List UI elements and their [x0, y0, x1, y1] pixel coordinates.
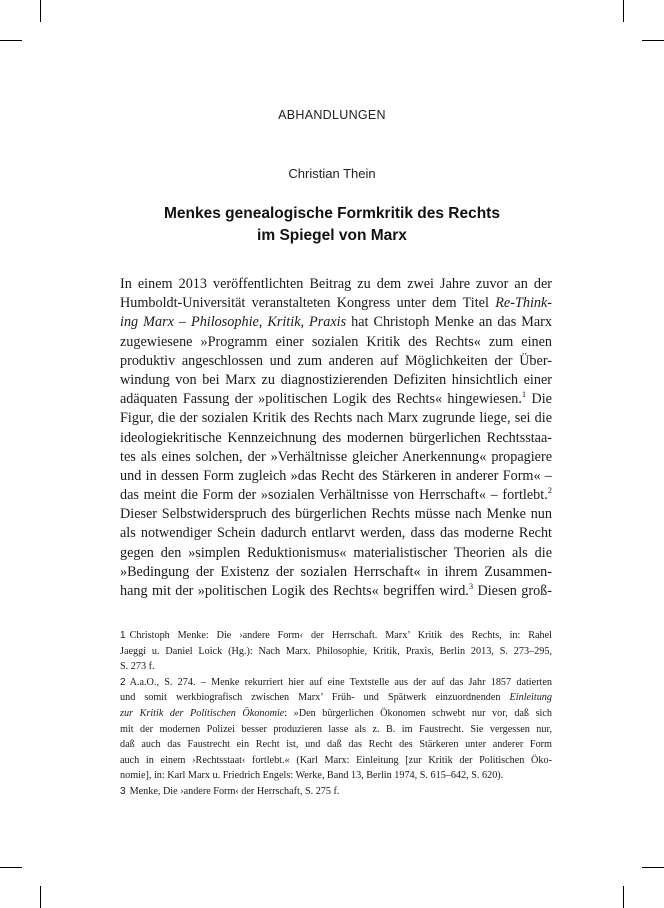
article-title: [0, 203, 664, 247]
body-line: gegen den »simplen Reduktionismus« materialistischer Theorien als die: [120, 544, 552, 561]
title-line: im Spiegel von Marx: [257, 227, 407, 244]
footnotes: [120, 628, 552, 800]
footnote-line: daß auch das Faustrecht ein Recht ist, und daß das Recht des Stärkeren unter anderer Form: [120, 739, 552, 751]
footnote-ref[interactable]: 3: [468, 582, 474, 591]
footnote-line: 3 Menke, Die ›andere Form‹ der Herrschaft, S. 275 f.: [120, 785, 340, 797]
body-line: Figur, die der sozialen Kritik des Rechts nach Marx zugrunde liege, sei die: [120, 410, 552, 427]
title-line: Menkes genealogische Formkritik des Rechts: [164, 205, 500, 222]
footnote-line: Jaeggi u. Daniel Loick (Hg.): Nach Marx. Philosophie, Kritik, Praxis, Berlin 2013, S. 273–295,: [120, 645, 552, 657]
body-line: Humboldt-Universität veranstalteten Kongress unter dem Titel Re-Think-: [120, 295, 552, 312]
footnote-line: S. 273 f.: [120, 661, 155, 673]
author-name: Christian Thein: [288, 166, 376, 181]
body-line: hang mit der »politischen Logik des Rechts« begriffen wird.$^3$ Diesen groß-: [120, 582, 552, 599]
crop-mark: [623, 886, 624, 908]
body-line: In einem 2013 veröffentlichten Beitrag zu dem zwei Jahre zuvor an der: [120, 276, 552, 292]
body-line: windung von bei Marx zu diagnostizierenden Defiziten hinsichtlich einer: [120, 371, 552, 388]
crop-mark: [40, 0, 41, 22]
footnote-line: nomie], in: Karl Marx u. Friedrich Engels: Werke, Band 13, Berlin 1974, S. 615–642, S. 620).: [120, 770, 504, 782]
crop-mark: [40, 886, 41, 908]
footnote-line: und somit werkbiografisch zwischen Marx’ Früh- und Spätwerk einzuordnenden Einleitung: [120, 692, 552, 704]
crop-mark: [0, 867, 22, 868]
footnote-line: 1 Christoph Menke: Die ›andere Form‹ der Herrschaft. Marx’ Kritik des Rechts, in: Rahel: [120, 630, 552, 641]
footnote-line: zur Kritik der Politischen Ökonomie: »Den bürgerlichen Ökonomen schwebt nur vor, daß sich: [120, 707, 552, 719]
footnote-number: 3: [120, 785, 126, 797]
crop-mark: [642, 867, 664, 868]
footnote-ref[interactable]: 1: [521, 390, 527, 400]
body-line: adäquaten Fassung der »politischen Logik des Rechts« hingewiesen.$^1$ Die: [120, 390, 552, 408]
body-line: das meint die Form der »sozialen Verhältnisse von Herrschaft« – fortlebt.$^2$: [120, 486, 552, 504]
body-line: zugewiesene »Programm einer sozialen Kritik des Rechts« zum einen: [120, 333, 552, 350]
body-line: als notwendiger Schein dadurch entlarvt werden, dass das moderne Recht: [120, 525, 552, 542]
body-line: ideologiekritische Kennzeichnung des modernen bürgerlichen Rechtsstaa-: [120, 429, 552, 446]
footnote-line: auch in einem ›Rechtsstaat‹ fortlebt.« (Karl Marx: Einleitung [zur Kritik der Politischen Öko-: [120, 754, 552, 766]
body-line: produktiv angeschlossen und zum anderen auf Möglichkeiten der Über-: [120, 352, 552, 369]
footnote-ref[interactable]: 2: [547, 486, 552, 496]
crop-mark: [642, 40, 664, 41]
crop-mark: [0, 40, 22, 41]
footnote-number: 2: [120, 676, 126, 688]
section-heading: ABHANDLUNGEN: [278, 108, 386, 122]
body-line: und in dessen Form zugleich »das Recht des Stärkeren in anderer Form« –: [120, 467, 552, 484]
body-text: [120, 275, 552, 601]
body-line: tes als eines solchen, der »Verhältnisse gleicher Anerkennung« propagiere: [120, 448, 552, 465]
crop-mark: [623, 0, 624, 22]
footnote-number: 1: [120, 630, 126, 641]
footnote-line: mit der modernen Polizei besser produzieren lasse als z. B. im Faustrecht. Sie vergessen nur,: [120, 723, 552, 735]
body-line: »Bedingung der Existenz der sozialen Herrschaft« in ihrem Zusammen-: [120, 563, 552, 580]
body-line: ing Marx – Philosophie, Kritik, Praxis hat Christoph Menke an das Marx: [120, 314, 552, 331]
footnote-line: 2 A.a.O., S. 274. – Menke rekurriert hier auf eine Textstelle aus der auf das Jahr 1857 datierten: [120, 676, 552, 688]
body-line: Dieser Selbstwiderspruch des bürgerlichen Rechts müsse nach Menke nun: [120, 506, 552, 523]
